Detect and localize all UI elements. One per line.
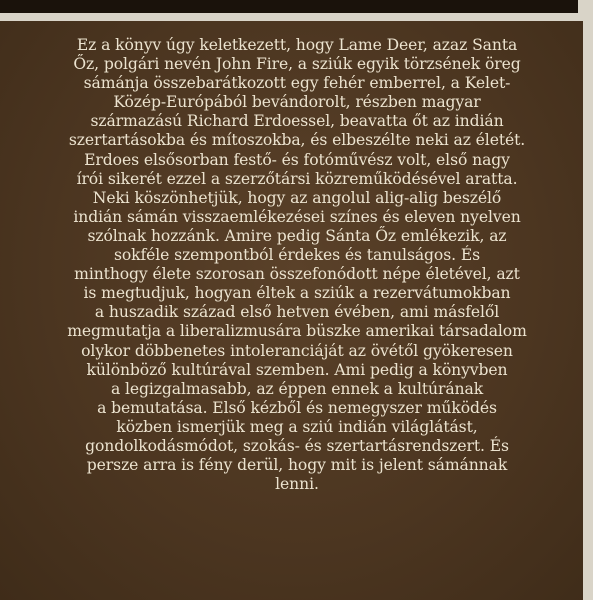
blurb-line: minthogy élete szorosan összefonódott népe életével, azt bbox=[74, 265, 520, 284]
blurb-line: persze arra is fény derül, hogy mit is jelent sámánnak bbox=[86, 456, 508, 475]
blurb-line: megmutatja a liberalizmusára büszke amerikai társadalom bbox=[67, 322, 527, 341]
blurb-line: a legizgalmasabb, az éppen ennek a kultúrának bbox=[110, 379, 484, 398]
top-dark-band bbox=[0, 0, 578, 13]
blurb-line: a huszadik század első hetven évében, ami másfelől bbox=[94, 303, 500, 322]
blurb-line: lenni. bbox=[275, 475, 319, 494]
blurb-line: a bemutatása. Első kézből és nemegyszer működés bbox=[97, 398, 497, 417]
blurb-line: különböző kultúrával szemben. Ami pedig a könyvben bbox=[86, 360, 508, 379]
blurb-line: Neki köszönhetjük, hogy az angolul alig-alig beszélő bbox=[92, 188, 502, 207]
blurb-line: szólnak hozzánk. Amire pedig Sánta Őz emlékezik, az bbox=[87, 226, 507, 245]
right-border bbox=[583, 0, 593, 600]
blurb-line: írói sikerét ezzel a szerzőtársi közreműködésével aratta. bbox=[76, 169, 518, 188]
blurb-line: Ez a könyv úgy keletkezett, hogy Lame Deer, azaz Santa bbox=[76, 36, 518, 54]
blurb-line: származású Richard Erdoessel, beavatta őt az indián bbox=[90, 112, 504, 131]
blurb-line: indián sámán visszaemlékezései színes és eleven nyelven bbox=[73, 207, 521, 226]
blurb-text bbox=[14, 36, 580, 494]
blurb-line: Közép-Európából bevándorolt, részben magyar bbox=[113, 93, 481, 112]
blurb-line: is megtudjuk, hogyan éltek a sziúk a rezervátumokban bbox=[83, 284, 511, 303]
blurb-line: gondolkodásmódot, szokás- és szertartásrendszert. És bbox=[85, 436, 509, 455]
blurb-line: közben ismerjük meg a sziú indián világlátást, bbox=[116, 417, 478, 436]
blurb-line: sámánja összebarátkozott egy fehér emberrel, a Kelet- bbox=[83, 74, 511, 93]
blurb-line: Erdoes elsősorban festő- és fotóművész volt, első nagy bbox=[84, 150, 510, 169]
blurb-line: szertartásokba és mítoszokba, és elbeszélte neki az életét. bbox=[68, 131, 526, 150]
top-border bbox=[0, 0, 593, 21]
blurb-line: Őz, polgári nevén John Fire, a sziúk egyik törzsének öreg bbox=[73, 55, 521, 74]
blurb-line: sokféle szempontból érdekes és tanulságos. És bbox=[113, 246, 481, 265]
blurb-line: olykor döbbenetes intoleranciáját az övétől gyökeresen bbox=[81, 341, 513, 360]
